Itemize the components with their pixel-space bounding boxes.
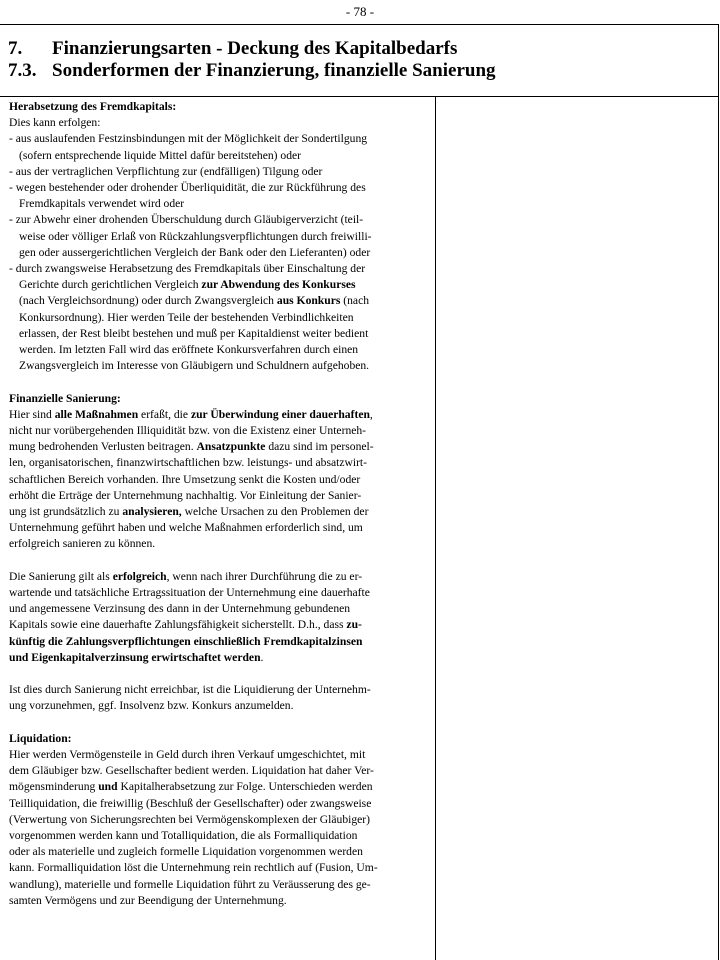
text-run-bold: zur Abwendung des Konkurses bbox=[201, 278, 356, 292]
text-line: - durch zwangsweise Herabsetzung des Fremdkapitals über Einschaltung der bbox=[9, 262, 366, 276]
text-line: vorgenommen werden kann und Totalliquidation, die als Formalliquidation bbox=[9, 829, 358, 843]
text-line: Dies kann erfolgen: bbox=[9, 116, 101, 130]
text-line: weise oder völliger Erlaß von Rückzahlungsverpflichtungen durch freiwilli- bbox=[19, 229, 372, 243]
text-line bbox=[9, 617, 431, 633]
text-run: , bbox=[369, 407, 373, 421]
text-run: Kapitals sowie eine dauerhafte Zahlungsfähigkeit sicherstellt. D.h., dass bbox=[9, 618, 347, 632]
text-run-bold: zu- bbox=[346, 618, 362, 632]
text-line: samten Vermögens und zur Beendigung der Unternehmung. bbox=[9, 893, 287, 907]
paragraph-spacer bbox=[9, 553, 431, 569]
text-line: - zur Abwehr einer drohenden Überschuldung durch Gläubigerverzicht (teil- bbox=[9, 213, 364, 227]
chapter-header bbox=[0, 25, 718, 97]
text-run: erfaßt, die bbox=[138, 407, 191, 421]
text-run: mung bedrohenden Verlusten beitragen. bbox=[9, 440, 197, 454]
text-line: Unternehmung geführt haben und welche Maßnahmen erforderlich sind, um bbox=[9, 521, 363, 535]
text-run-bold: und Eigenkapitalverzinsung erwirtschaftet werden bbox=[9, 650, 261, 664]
text-line: - aus auslaufenden Festzinsbindungen mit der Möglichkeit der Sondertilgung bbox=[9, 132, 368, 146]
text-run: Gerichte durch gerichtlichen Vergleich bbox=[19, 278, 202, 292]
text-line: Konkursordnung). Hier werden Teile der bestehenden Verbindlichkeiten bbox=[19, 310, 354, 324]
text-line: und angemessene Verzinsung des dann in der Unternehmung gebundenen bbox=[9, 602, 351, 616]
text-run: (nach Vergleichsordnung) oder durch Zwangsvergleich bbox=[19, 294, 277, 308]
text-line: Ist dies durch Sanierung nicht erreichbar, ist die Liquidierung der Unternehm- bbox=[9, 683, 371, 697]
text-line: wandlung), materielle und formelle Liquidation führt zu Veräusserung des ge- bbox=[9, 877, 371, 891]
paragraph-spacer bbox=[9, 715, 431, 731]
text-line: oder als materielle und zugleich formelle Liquidation vorgenommen werden bbox=[9, 845, 363, 859]
text-run: Die Sanierung gilt als bbox=[9, 569, 113, 583]
text-run: ung ist grundsätzlich zu bbox=[9, 505, 123, 519]
text-line: Teilliquidation, die freiwillig (Beschluß der Gesellschafter) oder zwangsweise bbox=[9, 796, 372, 810]
text-line: ung vorzunehmen, ggf. Insolvenz bzw. Konkurs anzumelden. bbox=[9, 699, 294, 713]
text-run-bold: alle Maßnahmen bbox=[54, 407, 139, 421]
text-line-bold: künftig die Zahlungsverpflichtungen einschließlich Fremdkapitalzinsen bbox=[9, 634, 363, 648]
paragraph-spacer bbox=[9, 666, 431, 682]
chapter-title bbox=[8, 38, 718, 60]
text-run: , wenn nach ihrer Durchführung die zu er- bbox=[166, 569, 363, 583]
text-line bbox=[9, 293, 431, 309]
paragraph-spacer bbox=[9, 374, 431, 390]
section-number: 7.3. bbox=[8, 60, 37, 81]
text-line bbox=[9, 277, 431, 293]
text-run-bold: aus Konkurs bbox=[276, 294, 341, 308]
text-line: nicht nur vorübergehenden Illiquidität bzw. von die Existenz einer Unterneh- bbox=[9, 424, 367, 438]
chapter-title-text: Finanzierungsarten - Deckung des Kapitalbedarfs bbox=[52, 38, 458, 59]
text-run-bold: zur Überwindung einer dauerhaften bbox=[190, 407, 370, 421]
text-run: mögensminderung bbox=[9, 780, 99, 794]
text-line: Fremdkapitals verwendet wird oder bbox=[19, 197, 185, 211]
text-run: Kapitalherabsetzung zur Folge. Unterschieden werden bbox=[117, 780, 373, 794]
text-line: - wegen bestehender oder drohender Überliquidität, die zur Rückführung des bbox=[9, 181, 366, 195]
page-number: - 78 - bbox=[345, 4, 375, 19]
text-run-bold: erfolgreich bbox=[112, 569, 167, 583]
section-title bbox=[8, 60, 718, 82]
text-line: Zwangsvergleich im Interesse von Gläubigern und Schuldnern aufgehoben. bbox=[19, 359, 370, 373]
text-line bbox=[9, 504, 431, 520]
text-run-bold: analysieren, bbox=[122, 505, 182, 519]
text-line: erhöht die Erträge der Unternehmung nachhaltig. Vor Einleitung der Sanier- bbox=[9, 488, 362, 502]
main-text-column bbox=[9, 99, 431, 909]
text-line: schaftlichen Bereich vorhanden. Ihre Umsetzung senkt die Kosten und/oder bbox=[9, 472, 361, 486]
text-line bbox=[9, 407, 431, 423]
heading-liquidation: Liquidation: bbox=[9, 731, 72, 745]
text-run: . bbox=[260, 650, 264, 664]
heading-fremdkapital: Herabsetzung des Fremdkapitals: bbox=[9, 100, 177, 113]
text-run-bold: und bbox=[98, 780, 118, 794]
text-run: Hier sind bbox=[9, 407, 55, 421]
text-line bbox=[9, 569, 431, 585]
text-line: - aus der vertraglichen Verpflichtung zur (endfälligen) Tilgung oder bbox=[9, 164, 323, 178]
text-run: dazu sind im personel- bbox=[265, 440, 374, 454]
text-line: gen oder aussergerichtlichen Vergleich der Bank oder den Lieferanten) oder bbox=[19, 245, 371, 259]
chapter-number: 7. bbox=[8, 38, 23, 59]
text-line bbox=[9, 439, 431, 455]
text-line bbox=[9, 779, 431, 795]
column-divider bbox=[435, 97, 436, 960]
text-run: (nach bbox=[340, 294, 370, 308]
text-line: erlassen, der Rest bleibt bestehen und muß per Kapitaldienst weiter bedient bbox=[19, 326, 369, 340]
text-line: Hier werden Vermögensteile in Geld durch ihren Verkauf umgeschichtet, mit bbox=[9, 748, 366, 762]
heading-sanierung: Finanzielle Sanierung: bbox=[9, 391, 121, 405]
text-line: (sofern entsprechende liquide Mittel dafür bereitstehen) oder bbox=[19, 148, 302, 162]
text-line bbox=[9, 650, 431, 666]
text-line: dem Gläubiger bzw. Gesellschafter bedient werden. Liquidation hat daher Ver- bbox=[9, 764, 374, 778]
text-run: welche Ursachen zu den Problemen der bbox=[181, 505, 369, 519]
text-line: (Verwertung von Sicherungsrechten bei Vermögenskomplexen der Gläubiger) bbox=[9, 812, 371, 826]
text-line: kann. Formalliquidation löst die Unternehmung rein rechtlich auf (Fusion, Um- bbox=[9, 861, 378, 875]
text-run-bold: Ansatzpunkte bbox=[196, 440, 266, 454]
text-line: werden. Im letzten Fall wird das eröffnete Konkursverfahren durch einen bbox=[19, 343, 359, 357]
text-line: erfolgreich sanieren zu können. bbox=[9, 537, 156, 551]
text-line: len, organisatorischen, finanzwirtschaftlichen bzw. leistungs- und absatzwirt- bbox=[9, 456, 368, 470]
section-title-text: Sonderformen der Finanzierung, finanzielle Sanierung bbox=[52, 60, 496, 81]
text-line: wartende und tatsächliche Ertragssituation der Unternehmung eine dauerhafte bbox=[9, 586, 370, 600]
